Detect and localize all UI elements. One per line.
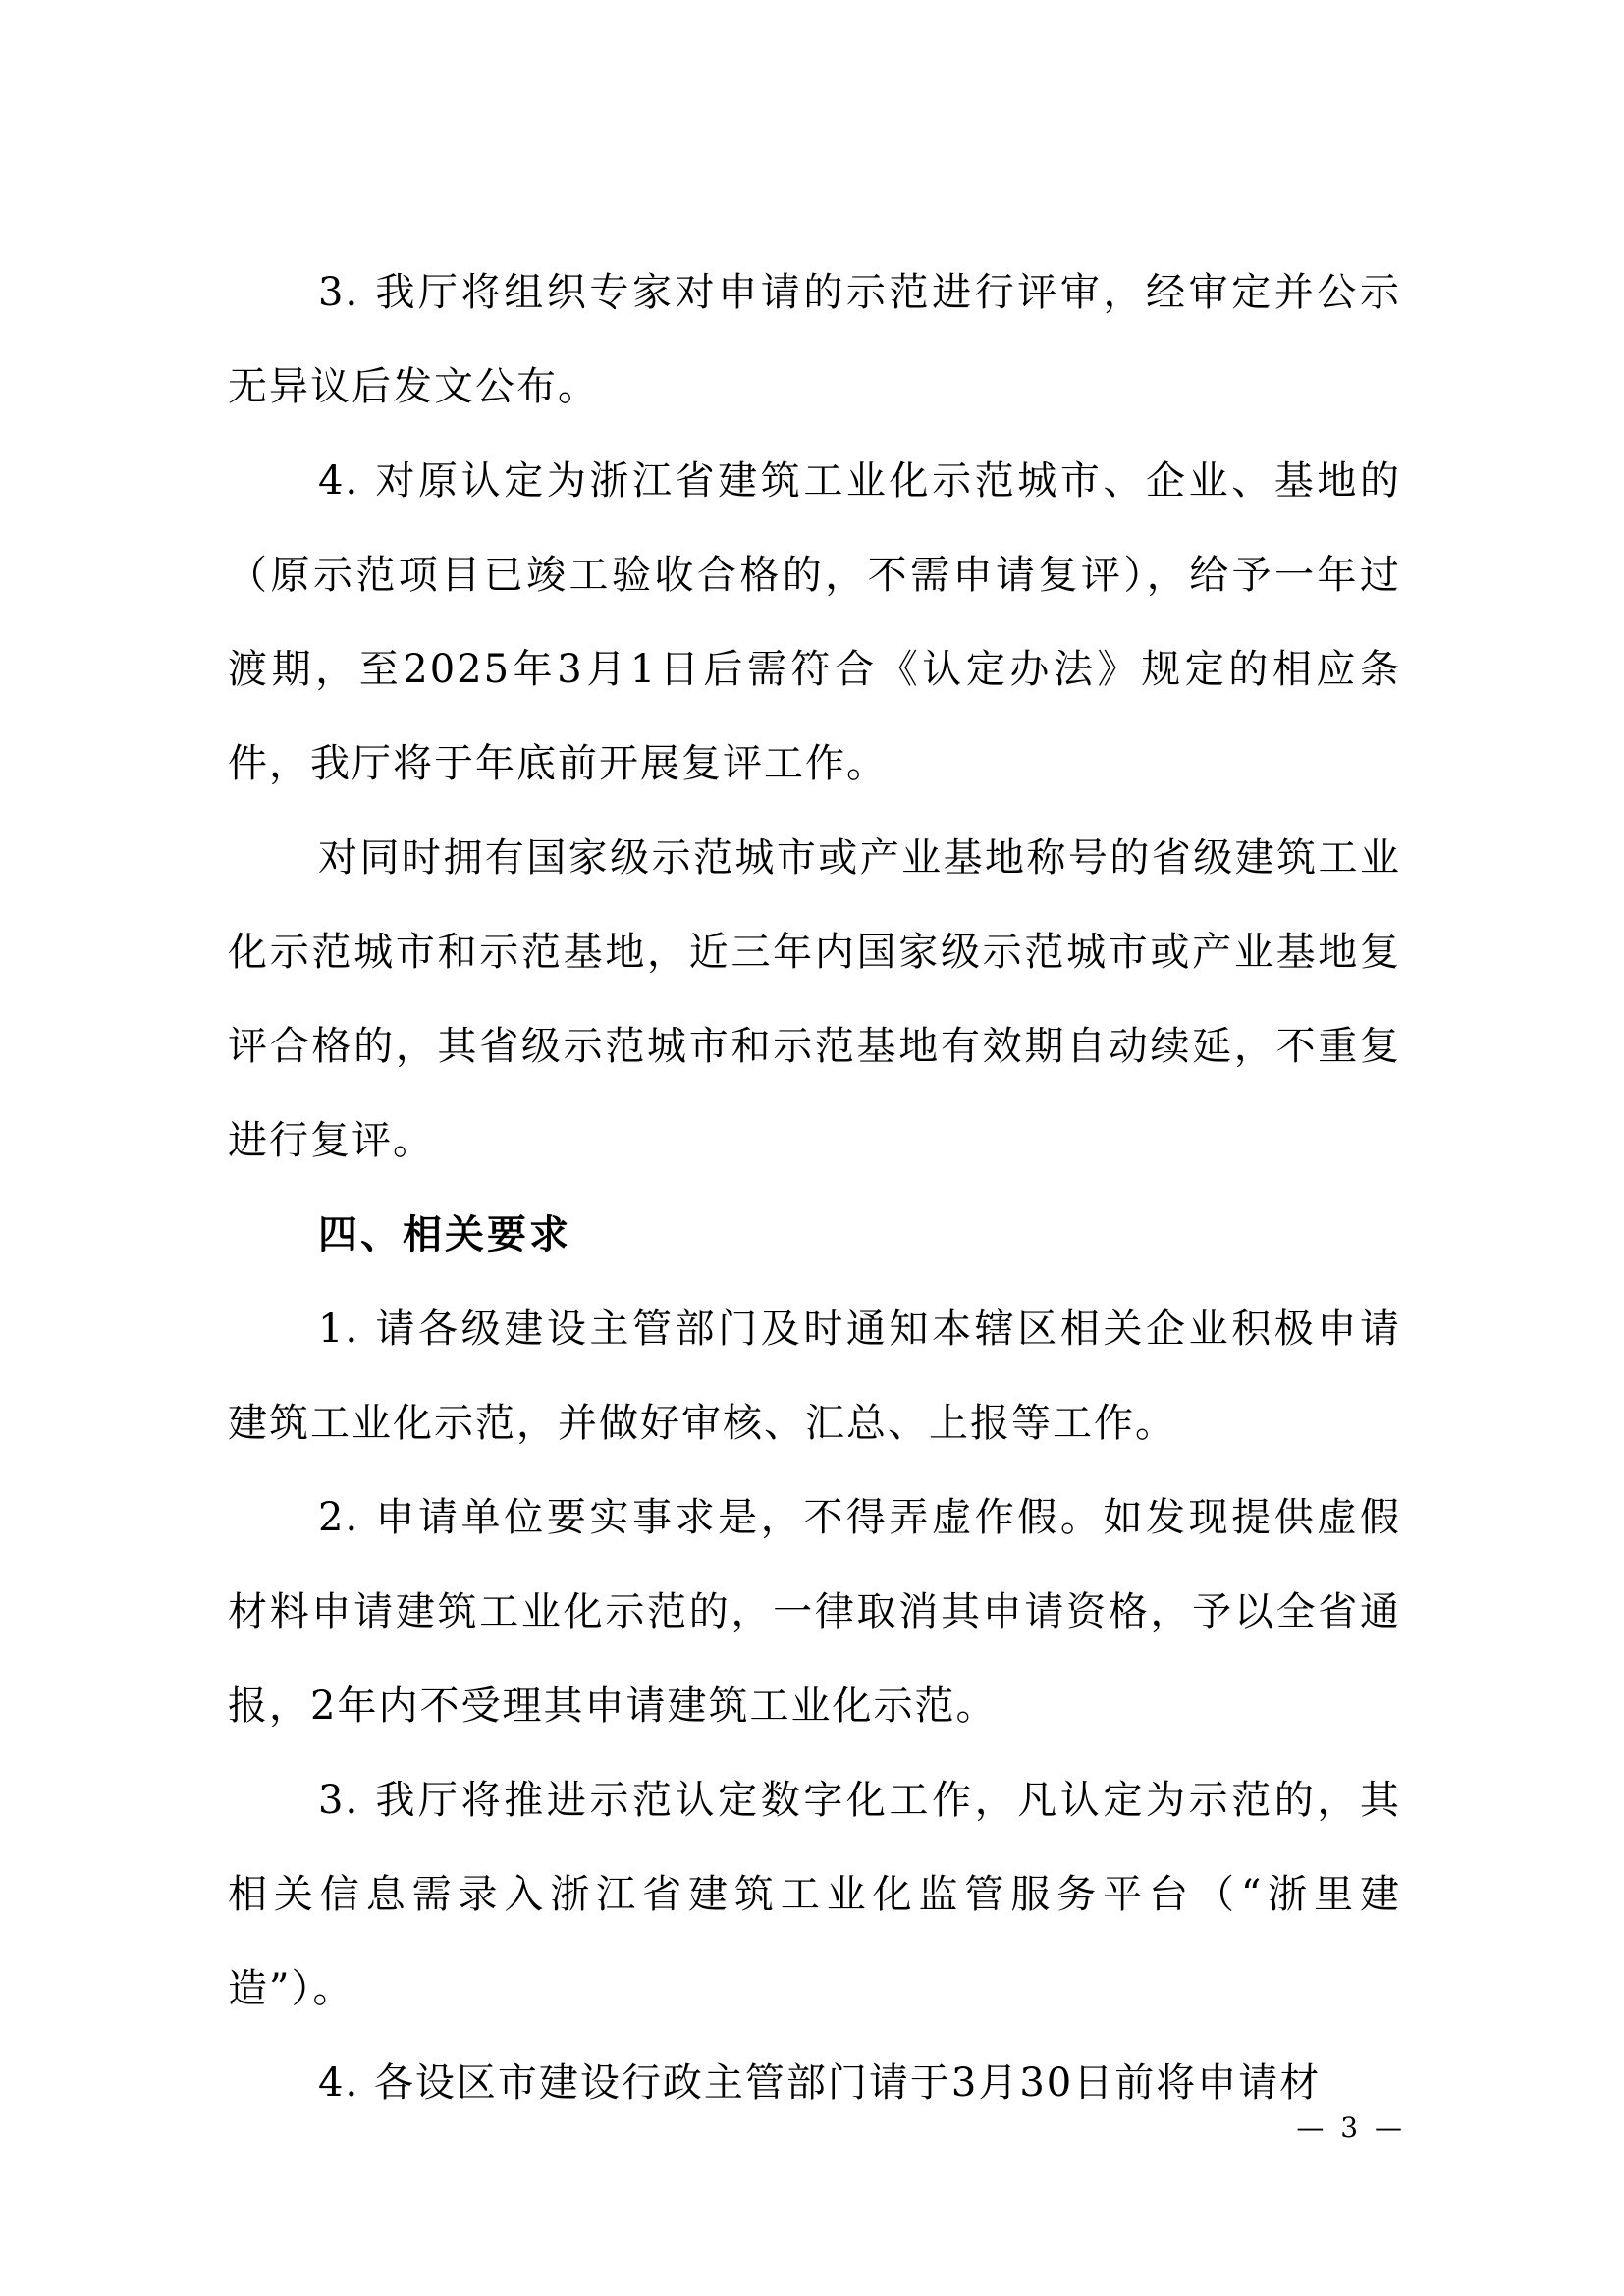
paragraph-requirement-2: 2. 申请单位要实事求是，不得弄虚作假。如发现提供虚假材料申请建筑工业化示范的，一律取消其申请资格，予以全省通报，2年内不受理其申请建筑工业化示范。 <box>228 1495 1401 1729</box>
paragraph-item-4-transition: 4. 对原认定为浙江省建筑工业化示范城市、企业、基地的（原示范项目已竣工验收合格的，不需申请复评），给予一年过渡期，至2025年3月1日后需符合《认定办法》规定的相应条件，我厅将于年底前开展复评工作。 <box>228 458 1401 786</box>
section-heading-requirements: 四、相关要求 <box>318 1212 571 1257</box>
paragraph-requirement-4: 4. 各设区市建设行政主管部门请于3月30日前将申请材 <box>318 2060 1322 2106</box>
page-number: — 3 — <box>1296 2111 1406 2144</box>
document-body <box>228 245 1401 2130</box>
paragraph-requirement-1: 1. 请各级建设主管部门及时通知本辖区相关企业积极申请建筑工业化示范，并做好审核、汇总、上报等工作。 <box>228 1307 1401 1446</box>
paragraph-requirement-3: 3. 我厅将推进示范认定数字化工作，凡认定为示范的，其相关信息需录入浙江省建筑工业化监管服务平台（“浙里建造”）。 <box>228 1778 1401 2011</box>
paragraph-item-3-review: 3. 我厅将组织专家对申请的示范进行评审，经审定并公示无异议后发文公布。 <box>228 270 1401 409</box>
paragraph-national-demo-extension: 对同时拥有国家级示范城市或产业基地称号的省级建筑工业化示范城市和示范基地，近三年内国家级示范城市或产业基地复评合格的，其省级示范城市和示范基地有效期自动续延，不重复进行复评。 <box>228 835 1401 1163</box>
